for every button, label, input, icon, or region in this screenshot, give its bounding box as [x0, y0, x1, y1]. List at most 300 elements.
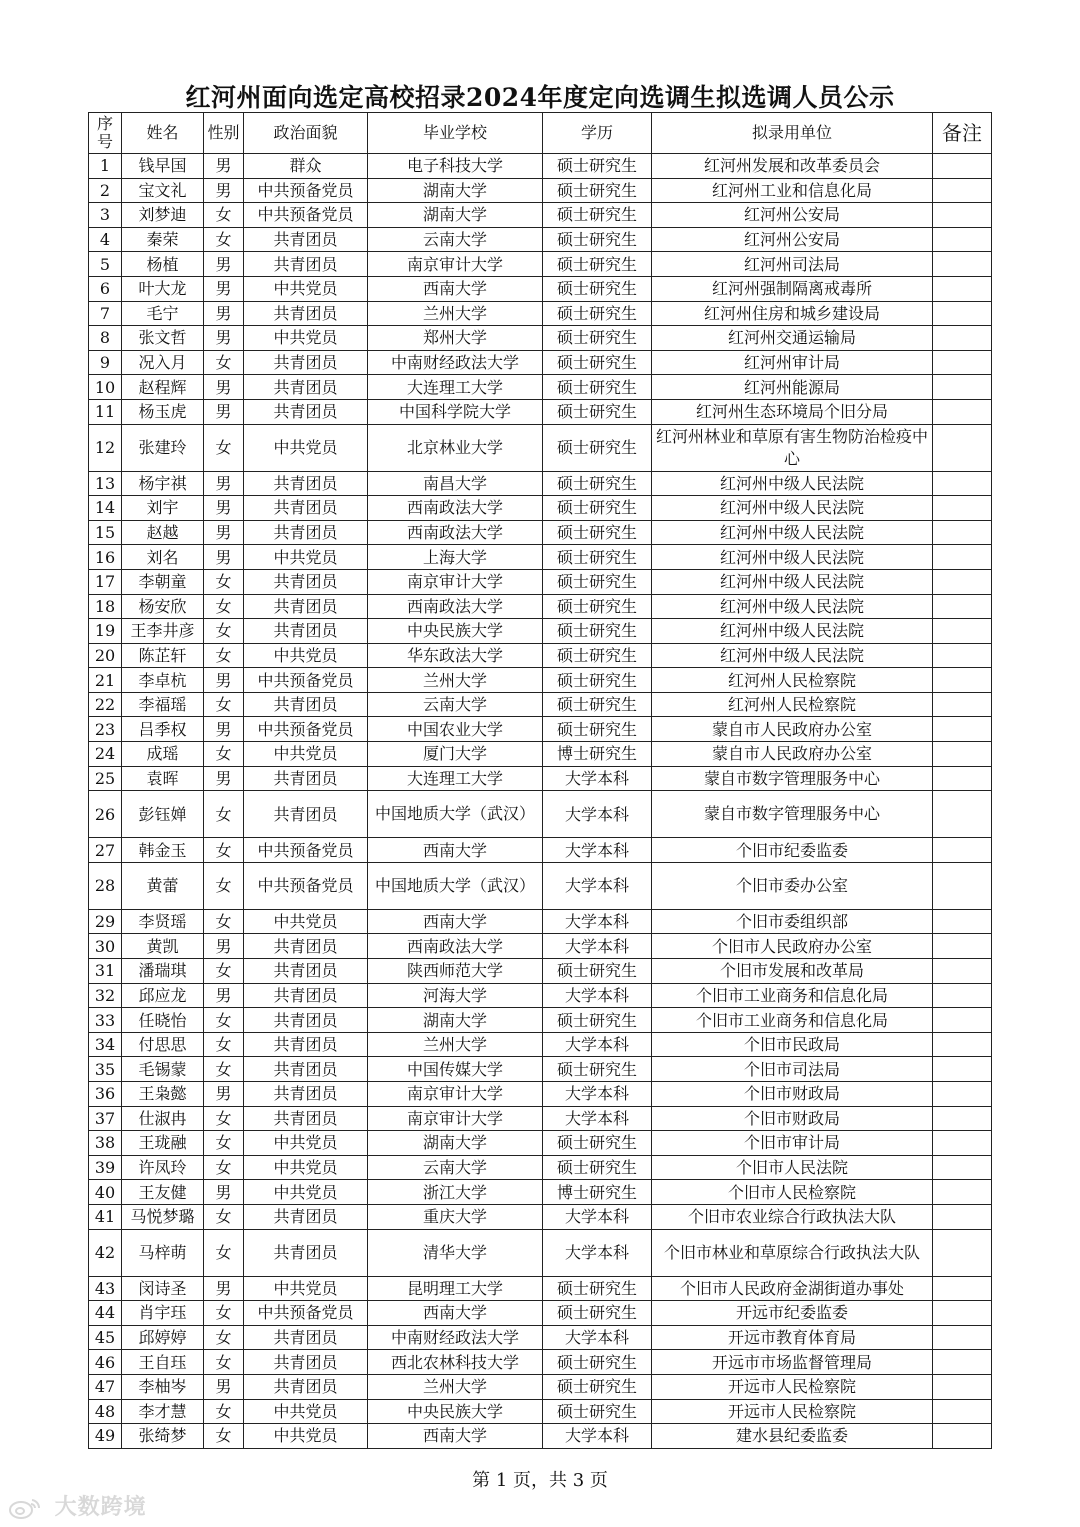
cell-gender: 男 [204, 1180, 244, 1205]
cell-no: 23 [89, 717, 122, 742]
cell-gender: 女 [204, 1106, 244, 1131]
cell-unit: 蒙自市人民政府办公室 [652, 742, 933, 767]
cell-remark [933, 959, 992, 984]
cell-gender: 男 [204, 1276, 244, 1301]
cell-name: 仕淑冉 [122, 1106, 204, 1131]
cell-degree: 大学本科 [543, 1082, 652, 1107]
cell-degree: 硕士研究生 [543, 1008, 652, 1033]
table-row [89, 545, 992, 570]
cell-political: 中共党员 [244, 643, 368, 668]
cell-degree: 硕士研究生 [543, 1057, 652, 1082]
cell-degree: 硕士研究生 [543, 424, 652, 471]
cell-no: 22 [89, 692, 122, 717]
cell-unit: 红河州中级人民法院 [652, 643, 933, 668]
cell-school: 重庆大学 [368, 1204, 543, 1229]
cell-remark [933, 252, 992, 277]
cell-name: 许凤玲 [122, 1155, 204, 1180]
cell-political: 共青团员 [244, 375, 368, 400]
cell-gender: 男 [204, 154, 244, 179]
cell-school: 南昌大学 [368, 471, 543, 496]
cell-no: 12 [89, 424, 122, 471]
cell-gender: 男 [204, 1374, 244, 1399]
cell-no: 39 [89, 1155, 122, 1180]
cell-political: 共青团员 [244, 496, 368, 521]
cell-school: 西南政法大学 [368, 520, 543, 545]
cell-remark [933, 1350, 992, 1375]
cell-name: 刘名 [122, 545, 204, 570]
cell-degree: 大学本科 [543, 1229, 652, 1276]
cell-political: 共青团员 [244, 1057, 368, 1082]
cell-gender: 女 [204, 203, 244, 228]
cell-remark [933, 717, 992, 742]
cell-unit: 蒙自市数字管理服务中心 [652, 791, 933, 838]
cell-political: 中共预备党员 [244, 178, 368, 203]
table-row [89, 717, 992, 742]
cell-gender: 女 [204, 1399, 244, 1424]
cell-remark [933, 983, 992, 1008]
cell-gender: 女 [204, 594, 244, 619]
cell-no: 43 [89, 1276, 122, 1301]
cell-gender: 男 [204, 668, 244, 693]
cell-unit: 红河州司法局 [652, 252, 933, 277]
cell-degree: 硕士研究生 [543, 692, 652, 717]
cell-name: 王李井彦 [122, 619, 204, 644]
cell-school: 陕西师范大学 [368, 959, 543, 984]
cell-no: 4 [89, 227, 122, 252]
table-row [89, 496, 992, 521]
cell-remark [933, 1399, 992, 1424]
cell-remark [933, 520, 992, 545]
cell-degree: 硕士研究生 [543, 496, 652, 521]
cell-school: 西南大学 [368, 1424, 543, 1449]
page-title: 红河州面向选定高校招录2024年度定向选调生拟选调人员公示 [185, 83, 895, 112]
cell-political: 共青团员 [244, 1350, 368, 1375]
cell-name: 秦荣 [122, 227, 204, 252]
cell-gender: 男 [204, 276, 244, 301]
cell-unit: 个旧市工业商务和信息化局 [652, 1008, 933, 1033]
cell-degree: 硕士研究生 [543, 959, 652, 984]
cell-remark [933, 545, 992, 570]
cell-political: 共青团员 [244, 1106, 368, 1131]
cell-remark [933, 1082, 992, 1107]
cell-gender: 女 [204, 424, 244, 471]
cell-remark [933, 1424, 992, 1449]
cell-degree: 硕士研究生 [543, 326, 652, 351]
cell-unit: 开远市教育体育局 [652, 1325, 933, 1350]
cell-gender: 女 [204, 643, 244, 668]
cell-no: 5 [89, 252, 122, 277]
cell-school: 中国传媒大学 [368, 1057, 543, 1082]
cell-school: 兰州大学 [368, 668, 543, 693]
candidate-table [88, 112, 992, 1449]
cell-political: 中共预备党员 [244, 862, 368, 909]
cell-gender: 女 [204, 862, 244, 909]
cell-name: 杨植 [122, 252, 204, 277]
cell-remark [933, 742, 992, 767]
cell-school: 中国农业大学 [368, 717, 543, 742]
cell-political: 共青团员 [244, 252, 368, 277]
cell-gender: 女 [204, 569, 244, 594]
cell-gender: 女 [204, 909, 244, 934]
cell-degree: 硕士研究生 [543, 399, 652, 424]
cell-unit: 个旧市纪委监委 [652, 838, 933, 863]
cell-degree: 大学本科 [543, 766, 652, 791]
cell-name: 潘瑞琪 [122, 959, 204, 984]
cell-no: 15 [89, 520, 122, 545]
cell-degree: 硕士研究生 [543, 520, 652, 545]
cell-political: 中共党员 [244, 1276, 368, 1301]
cell-remark [933, 301, 992, 326]
cell-school: 北京林业大学 [368, 424, 543, 471]
cell-degree: 硕士研究生 [543, 668, 652, 693]
cell-gender: 女 [204, 1008, 244, 1033]
cell-unit: 红河州公安局 [652, 203, 933, 228]
cell-political: 中共预备党员 [244, 1301, 368, 1326]
cell-unit: 红河州中级人民法院 [652, 496, 933, 521]
cell-political: 群众 [244, 154, 368, 179]
cell-name: 邱应龙 [122, 983, 204, 1008]
cell-school: 厦门大学 [368, 742, 543, 767]
cell-degree: 硕士研究生 [543, 1131, 652, 1156]
cell-gender: 女 [204, 1350, 244, 1375]
cell-unit: 开远市市场监督管理局 [652, 1350, 933, 1375]
cell-political: 中共党员 [244, 1424, 368, 1449]
cell-name: 马悦梦璐 [122, 1204, 204, 1229]
table-row [89, 154, 992, 179]
cell-school: 西南政法大学 [368, 496, 543, 521]
cell-no: 14 [89, 496, 122, 521]
cell-school: 湖南大学 [368, 1131, 543, 1156]
cell-unit: 红河州审计局 [652, 350, 933, 375]
cell-unit: 红河州中级人民法院 [652, 520, 933, 545]
cell-school: 中国科学院大学 [368, 399, 543, 424]
cell-gender: 女 [204, 692, 244, 717]
cell-political: 共青团员 [244, 301, 368, 326]
cell-no: 24 [89, 742, 122, 767]
cell-degree: 硕士研究生 [543, 643, 652, 668]
cell-school: 兰州大学 [368, 1374, 543, 1399]
cell-degree: 大学本科 [543, 1032, 652, 1057]
cell-remark [933, 227, 992, 252]
cell-gender: 女 [204, 742, 244, 767]
cell-degree: 大学本科 [543, 791, 652, 838]
cell-political: 中共预备党员 [244, 838, 368, 863]
cell-unit: 红河州发展和改革委员会 [652, 154, 933, 179]
cell-no: 31 [89, 959, 122, 984]
cell-no: 17 [89, 569, 122, 594]
cell-name: 李才慧 [122, 1399, 204, 1424]
header-political: 政治面貌 [244, 113, 368, 154]
header-unit: 拟录用单位 [652, 113, 933, 154]
cell-gender: 男 [204, 252, 244, 277]
header-gender: 性别 [204, 113, 244, 154]
cell-degree: 硕士研究生 [543, 276, 652, 301]
cell-political: 共青团员 [244, 1325, 368, 1350]
cell-name: 况入月 [122, 350, 204, 375]
cell-gender: 女 [204, 1301, 244, 1326]
cell-degree: 硕士研究生 [543, 569, 652, 594]
cell-school: 郑州大学 [368, 326, 543, 351]
cell-unit: 红河州人民检察院 [652, 692, 933, 717]
cell-remark [933, 326, 992, 351]
cell-gender: 男 [204, 717, 244, 742]
cell-school: 中国地质大学（武汉） [368, 862, 543, 909]
cell-remark [933, 619, 992, 644]
cell-degree: 硕士研究生 [543, 1276, 652, 1301]
cell-no: 41 [89, 1204, 122, 1229]
cell-unit: 开远市人民检察院 [652, 1399, 933, 1424]
cell-no: 29 [89, 909, 122, 934]
cell-unit: 红河州中级人民法院 [652, 619, 933, 644]
cell-school: 西北农林科技大学 [368, 1350, 543, 1375]
cell-no: 27 [89, 838, 122, 863]
cell-name: 袁晖 [122, 766, 204, 791]
cell-school: 中国地质大学（武汉） [368, 791, 543, 838]
cell-school: 中南财经政法大学 [368, 350, 543, 375]
cell-degree: 硕士研究生 [543, 1301, 652, 1326]
cell-political: 共青团员 [244, 227, 368, 252]
cell-remark [933, 1325, 992, 1350]
cell-school: 昆明理工大学 [368, 1276, 543, 1301]
cell-gender: 男 [204, 545, 244, 570]
cell-political: 共青团员 [244, 569, 368, 594]
cell-name: 吕季权 [122, 717, 204, 742]
cell-no: 19 [89, 619, 122, 644]
cell-school: 中南财经政法大学 [368, 1325, 543, 1350]
cell-school: 云南大学 [368, 692, 543, 717]
cell-school: 电子科技大学 [368, 154, 543, 179]
cell-school: 南京审计大学 [368, 1106, 543, 1131]
cell-name: 闵诗圣 [122, 1276, 204, 1301]
table-row [89, 520, 992, 545]
header-no: 序号 [89, 113, 122, 154]
table-row [89, 909, 992, 934]
cell-name: 李贤瑶 [122, 909, 204, 934]
cell-degree: 硕士研究生 [543, 1399, 652, 1424]
table-row [89, 692, 992, 717]
cell-name: 王珑融 [122, 1131, 204, 1156]
cell-remark [933, 471, 992, 496]
cell-gender: 女 [204, 1057, 244, 1082]
cell-remark [933, 1057, 992, 1082]
header-name: 姓名 [122, 113, 204, 154]
cell-no: 13 [89, 471, 122, 496]
cell-name: 成瑶 [122, 742, 204, 767]
cell-gender: 女 [204, 227, 244, 252]
cell-degree: 大学本科 [543, 934, 652, 959]
cell-political: 中共党员 [244, 424, 368, 471]
cell-remark [933, 496, 992, 521]
table-row [89, 471, 992, 496]
cell-degree: 大学本科 [543, 909, 652, 934]
table-row [89, 326, 992, 351]
cell-school: 西南大学 [368, 838, 543, 863]
table-row [89, 227, 992, 252]
cell-no: 7 [89, 301, 122, 326]
cell-degree: 博士研究生 [543, 742, 652, 767]
cell-unit: 红河州交通运输局 [652, 326, 933, 351]
cell-political: 中共党员 [244, 742, 368, 767]
cell-unit: 红河州住房和城乡建设局 [652, 301, 933, 326]
cell-remark [933, 1008, 992, 1033]
cell-unit: 个旧市农业综合行政执法大队 [652, 1204, 933, 1229]
cell-political: 共青团员 [244, 1082, 368, 1107]
cell-school: 清华大学 [368, 1229, 543, 1276]
cell-school: 西南大学 [368, 909, 543, 934]
cell-name: 付思思 [122, 1032, 204, 1057]
cell-gender: 女 [204, 1155, 244, 1180]
cell-school: 大连理工大学 [368, 766, 543, 791]
cell-no: 48 [89, 1399, 122, 1424]
cell-no: 28 [89, 862, 122, 909]
cell-name: 杨安欣 [122, 594, 204, 619]
cell-gender: 女 [204, 1424, 244, 1449]
cell-school: 湖南大学 [368, 1008, 543, 1033]
cell-gender: 女 [204, 1229, 244, 1276]
table-row [89, 1180, 992, 1205]
cell-name: 肖宇珏 [122, 1301, 204, 1326]
cell-remark [933, 692, 992, 717]
cell-no: 45 [89, 1325, 122, 1350]
cell-unit: 红河州公安局 [652, 227, 933, 252]
cell-school: 中央民族大学 [368, 1399, 543, 1424]
cell-school: 西南政法大学 [368, 934, 543, 959]
cell-name: 赵越 [122, 520, 204, 545]
cell-name: 黄蕾 [122, 862, 204, 909]
cell-remark [933, 154, 992, 179]
table-row [89, 668, 992, 693]
cell-unit: 个旧市司法局 [652, 1057, 933, 1082]
cell-gender: 男 [204, 301, 244, 326]
cell-school: 云南大学 [368, 1155, 543, 1180]
cell-gender: 女 [204, 1325, 244, 1350]
cell-no: 40 [89, 1180, 122, 1205]
cell-degree: 硕士研究生 [543, 301, 652, 326]
cell-gender: 男 [204, 375, 244, 400]
cell-remark [933, 178, 992, 203]
cell-political: 中共预备党员 [244, 668, 368, 693]
cell-school: 南京审计大学 [368, 1082, 543, 1107]
cell-school: 浙江大学 [368, 1180, 543, 1205]
table-row [89, 1032, 992, 1057]
cell-unit: 红河州中级人民法院 [652, 569, 933, 594]
cell-gender: 男 [204, 178, 244, 203]
cell-unit: 个旧市审计局 [652, 1131, 933, 1156]
cell-no: 34 [89, 1032, 122, 1057]
cell-political: 共青团员 [244, 692, 368, 717]
cell-no: 11 [89, 399, 122, 424]
cell-no: 49 [89, 1424, 122, 1449]
cell-no: 16 [89, 545, 122, 570]
cell-political: 中共党员 [244, 909, 368, 934]
cell-degree: 硕士研究生 [543, 545, 652, 570]
cell-unit: 个旧市人民法院 [652, 1155, 933, 1180]
cell-political: 共青团员 [244, 594, 368, 619]
cell-remark [933, 1106, 992, 1131]
cell-political: 共青团员 [244, 471, 368, 496]
cell-remark [933, 668, 992, 693]
cell-remark [933, 399, 992, 424]
cell-name: 李朝童 [122, 569, 204, 594]
cell-name: 李福瑶 [122, 692, 204, 717]
table-row [89, 643, 992, 668]
cell-political: 共青团员 [244, 934, 368, 959]
cell-unit: 个旧市委办公室 [652, 862, 933, 909]
cell-degree: 硕士研究生 [543, 350, 652, 375]
cell-no: 6 [89, 276, 122, 301]
cell-gender: 男 [204, 496, 244, 521]
cell-degree: 硕士研究生 [543, 227, 652, 252]
cell-degree: 博士研究生 [543, 1180, 652, 1205]
cell-degree: 硕士研究生 [543, 717, 652, 742]
table-row [89, 399, 992, 424]
cell-remark [933, 766, 992, 791]
cell-remark [933, 1204, 992, 1229]
cell-unit: 个旧市财政局 [652, 1082, 933, 1107]
cell-name: 杨宇祺 [122, 471, 204, 496]
cell-remark [933, 424, 992, 471]
cell-political: 中共预备党员 [244, 203, 368, 228]
cell-gender: 女 [204, 1032, 244, 1057]
cell-gender: 男 [204, 934, 244, 959]
cell-name: 张绮梦 [122, 1424, 204, 1449]
cell-unit: 红河州人民检察院 [652, 668, 933, 693]
table-row [89, 203, 992, 228]
cell-name: 刘梦迪 [122, 203, 204, 228]
cell-name: 王友健 [122, 1180, 204, 1205]
cell-political: 共青团员 [244, 1204, 368, 1229]
cell-remark [933, 1131, 992, 1156]
table-row [89, 791, 992, 838]
cell-school: 中央民族大学 [368, 619, 543, 644]
table-row [89, 959, 992, 984]
table-header-row [89, 113, 992, 154]
cell-name: 马梓萌 [122, 1229, 204, 1276]
cell-unit: 个旧市民政局 [652, 1032, 933, 1057]
cell-school: 兰州大学 [368, 1032, 543, 1057]
table-row [89, 1057, 992, 1082]
cell-unit: 开远市纪委监委 [652, 1301, 933, 1326]
cell-no: 42 [89, 1229, 122, 1276]
cell-political: 中共党员 [244, 1180, 368, 1205]
watermark [8, 1490, 147, 1521]
cell-remark [933, 350, 992, 375]
cell-name: 赵程辉 [122, 375, 204, 400]
cell-no: 25 [89, 766, 122, 791]
cell-name: 黄凯 [122, 934, 204, 959]
table-row [89, 1229, 992, 1276]
header-degree: 学历 [543, 113, 652, 154]
cell-degree: 硕士研究生 [543, 154, 652, 179]
cell-no: 47 [89, 1374, 122, 1399]
cell-political: 中共预备党员 [244, 717, 368, 742]
cell-gender: 男 [204, 399, 244, 424]
table-row [89, 862, 992, 909]
cell-remark [933, 375, 992, 400]
cell-degree: 硕士研究生 [543, 1350, 652, 1375]
cell-unit: 个旧市人民政府办公室 [652, 934, 933, 959]
table-row [89, 1325, 992, 1350]
table-body [89, 154, 992, 1449]
cell-degree: 硕士研究生 [543, 1155, 652, 1180]
cell-remark [933, 1229, 992, 1276]
cell-remark [933, 1301, 992, 1326]
table-row [89, 838, 992, 863]
cell-remark [933, 1276, 992, 1301]
table-row [89, 1301, 992, 1326]
cell-unit: 个旧市人民检察院 [652, 1180, 933, 1205]
cell-gender: 女 [204, 619, 244, 644]
